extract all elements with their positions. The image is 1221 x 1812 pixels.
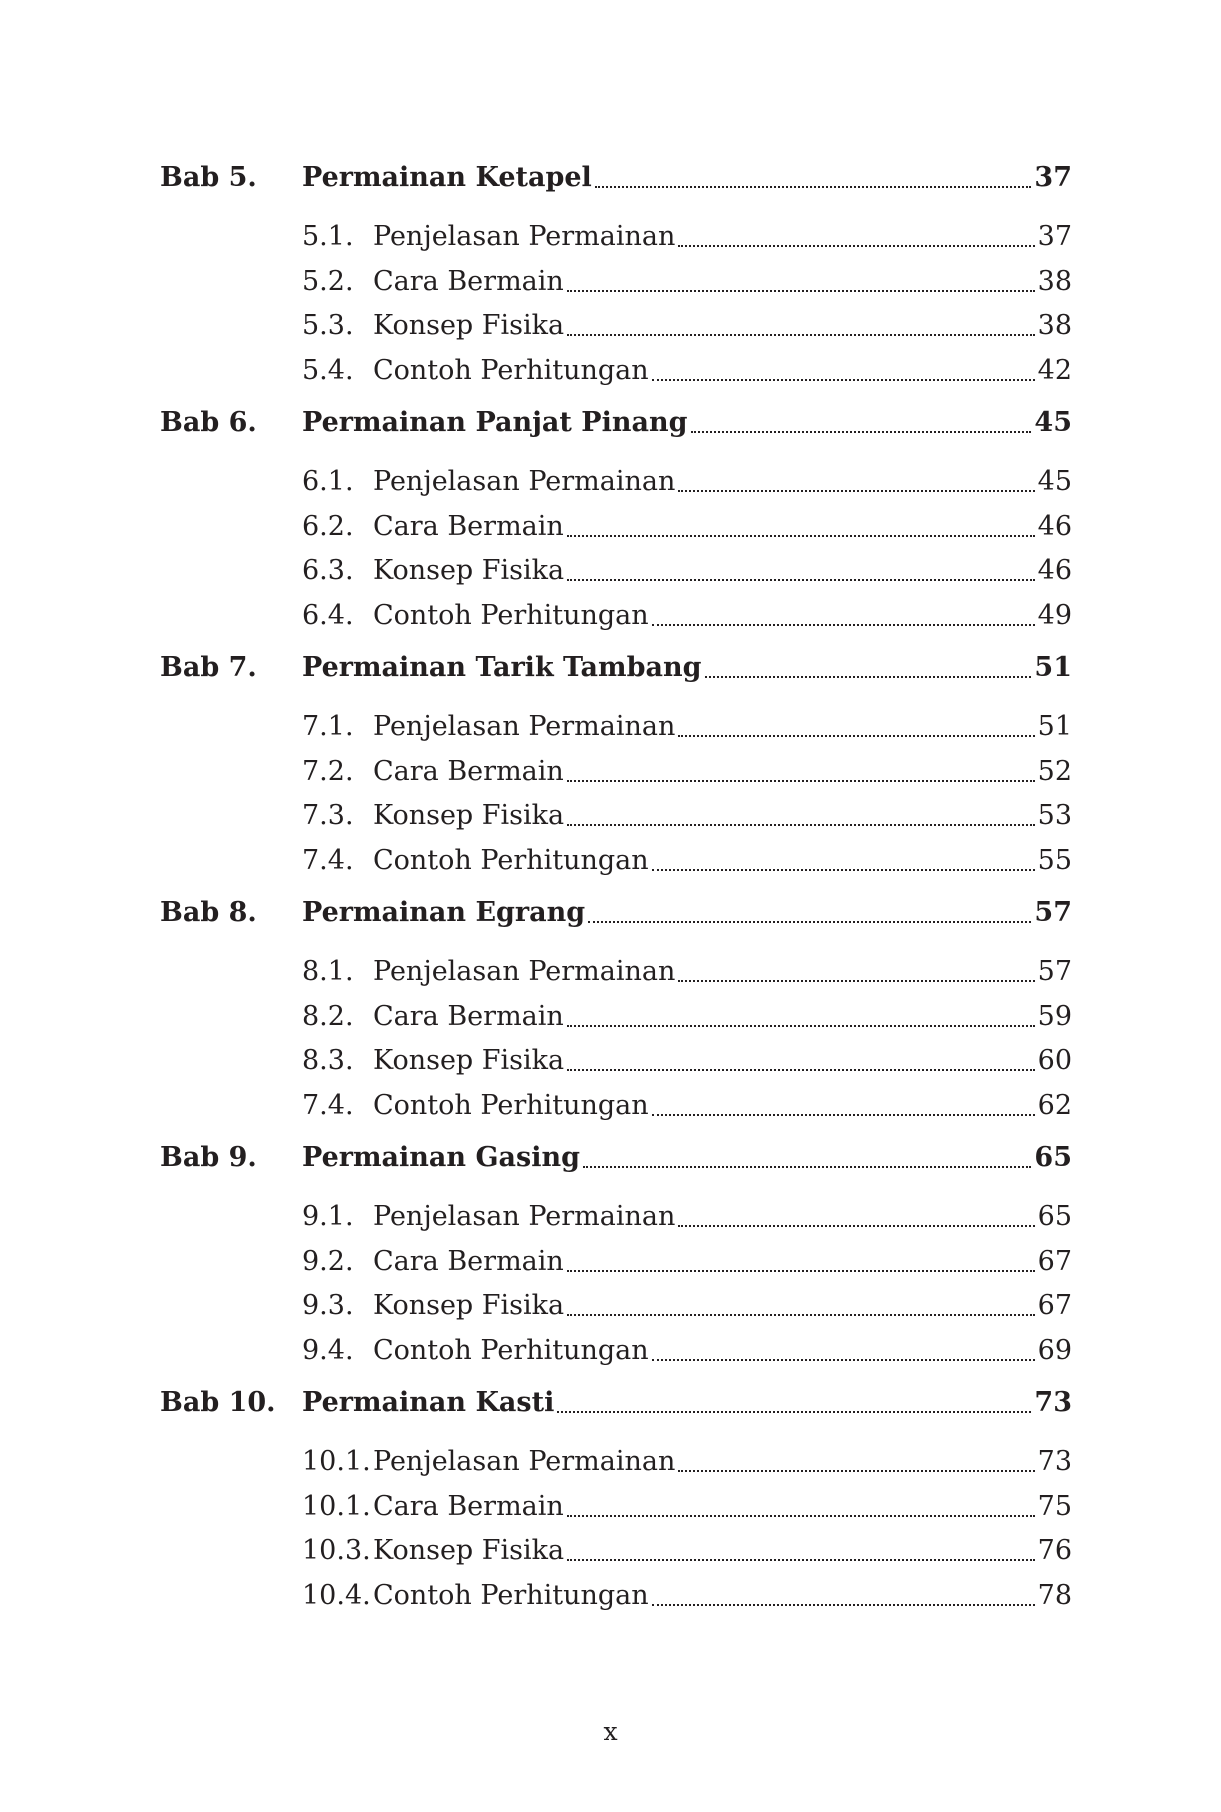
section-page-number: 49	[1037, 599, 1072, 631]
section-entry	[302, 217, 1072, 257]
section-page-number: 60	[1037, 1045, 1072, 1076]
section-page-number: 55	[1037, 844, 1072, 876]
section-entry	[302, 1242, 1072, 1282]
section-entry	[302, 551, 1072, 591]
chapter-entry	[302, 1383, 1072, 1423]
dot-leader	[652, 379, 1035, 381]
section-row[interactable]	[0, 1041, 1221, 1081]
chapter-heading-row[interactable]	[0, 1138, 1221, 1178]
section-title: Konsep Fisika	[373, 800, 565, 831]
chapter-title: Permainan Egrang	[302, 897, 586, 928]
section-number: 9.1.	[302, 1201, 354, 1232]
section-row[interactable]	[0, 1242, 1221, 1282]
chapter-entry	[302, 648, 1072, 688]
chapter-label: Bab 10.	[160, 1387, 276, 1418]
section-page-number: 37	[1037, 221, 1072, 252]
section-entry	[302, 462, 1072, 502]
section-number: 10.1.	[302, 1490, 371, 1522]
section-row[interactable]	[0, 351, 1221, 391]
section-entry	[302, 1286, 1072, 1326]
chapter-heading-row[interactable]	[0, 648, 1221, 688]
section-entry	[302, 841, 1072, 881]
section-row[interactable]	[0, 841, 1221, 881]
section-row[interactable]	[0, 551, 1221, 591]
section-row[interactable]	[0, 1086, 1221, 1126]
section-title: Cara Bermain	[373, 1245, 564, 1277]
section-title: Contoh Perhitungan	[373, 844, 649, 876]
section-number: 7.4.	[302, 1089, 354, 1121]
section-number: 7.2.	[302, 755, 354, 787]
section-title: Penjelasan Permainan	[373, 956, 676, 987]
section-title: Konsep Fisika	[373, 1045, 565, 1076]
section-row[interactable]	[0, 1197, 1221, 1237]
section-entry	[302, 1576, 1072, 1616]
section-title: Konsep Fisika	[373, 1290, 565, 1321]
dot-leader	[652, 869, 1035, 871]
section-title: Cara Bermain	[373, 755, 564, 787]
section-entry	[302, 952, 1072, 992]
dot-leader	[567, 780, 1035, 782]
chapter-title: Permainan Panjat Pinang	[302, 407, 688, 438]
chapter-entry	[302, 893, 1072, 933]
section-title: Cara Bermain	[373, 265, 564, 297]
section-number: 6.1.	[302, 466, 354, 497]
section-title: Contoh Perhitungan	[373, 1334, 649, 1366]
section-title: Contoh Perhitungan	[373, 1579, 649, 1611]
chapter-entry	[302, 158, 1072, 198]
dot-leader	[567, 290, 1035, 292]
section-entry	[302, 1197, 1072, 1237]
section-entry	[302, 796, 1072, 836]
dot-leader	[567, 1559, 1035, 1561]
section-row[interactable]	[0, 997, 1221, 1037]
chapter-page-number: 37	[1034, 162, 1072, 193]
dot-leader	[583, 1166, 1031, 1168]
dot-leader	[678, 980, 1034, 982]
chapter-title: Permainan Tarik Tambang	[302, 652, 702, 683]
section-page-number: 38	[1037, 310, 1072, 341]
dot-leader	[567, 1314, 1035, 1316]
section-title: Contoh Perhitungan	[373, 354, 649, 386]
section-number: 9.4.	[302, 1334, 354, 1366]
section-page-number: 46	[1037, 510, 1072, 542]
section-title: Penjelasan Permainan	[373, 711, 676, 742]
section-entry	[302, 596, 1072, 636]
section-title: Penjelasan Permainan	[373, 466, 676, 497]
dot-leader	[557, 1411, 1031, 1413]
section-title: Penjelasan Permainan	[373, 1201, 676, 1232]
section-number: 5.2.	[302, 265, 354, 297]
section-number: 8.2.	[302, 1000, 354, 1032]
section-page-number: 73	[1037, 1446, 1072, 1477]
section-page-number: 75	[1037, 1490, 1072, 1522]
section-row[interactable]	[0, 1487, 1221, 1527]
chapter-label: Bab 9.	[160, 1142, 257, 1173]
section-row[interactable]	[0, 507, 1221, 547]
section-title: Penjelasan Permainan	[373, 221, 676, 252]
section-page-number: 45	[1037, 466, 1072, 497]
section-number: 10.4.	[302, 1579, 371, 1611]
dot-leader	[652, 1604, 1035, 1606]
section-page-number: 38	[1037, 265, 1072, 297]
section-row[interactable]	[0, 462, 1221, 502]
section-number: 7.4.	[302, 844, 354, 876]
section-page-number: 67	[1037, 1290, 1072, 1321]
section-page-number: 51	[1037, 711, 1072, 742]
section-row[interactable]	[0, 1531, 1221, 1571]
section-title: Konsep Fisika	[373, 555, 565, 586]
section-row[interactable]	[0, 217, 1221, 257]
section-entry	[302, 707, 1072, 747]
section-row[interactable]	[0, 1286, 1221, 1326]
section-title: Cara Bermain	[373, 510, 564, 542]
section-entry	[302, 1086, 1072, 1126]
chapter-title: Permainan Gasing	[302, 1142, 580, 1173]
chapter-heading-row[interactable]	[0, 1383, 1221, 1423]
dot-leader	[691, 431, 1032, 433]
chapter-heading-row[interactable]	[0, 403, 1221, 443]
section-number: 7.3.	[302, 800, 354, 831]
section-page-number: 65	[1037, 1201, 1072, 1232]
section-row[interactable]	[0, 752, 1221, 792]
dot-leader	[705, 676, 1032, 678]
chapter-label: Bab 6.	[160, 407, 257, 438]
section-title: Contoh Perhitungan	[373, 599, 649, 631]
section-entry	[302, 997, 1072, 1037]
section-number: 5.3.	[302, 310, 354, 341]
section-entry	[302, 507, 1072, 547]
dot-leader	[652, 1359, 1035, 1361]
section-page-number: 57	[1037, 956, 1072, 987]
section-page-number: 53	[1037, 800, 1072, 831]
section-entry	[302, 1331, 1072, 1371]
section-number: 6.4.	[302, 599, 354, 631]
dot-leader	[678, 490, 1034, 492]
dot-leader	[567, 535, 1035, 537]
chapter-heading-row[interactable]	[0, 158, 1221, 198]
section-number: 10.3.	[302, 1535, 371, 1566]
dot-leader	[567, 1515, 1035, 1517]
chapter-entry	[302, 1138, 1072, 1178]
section-number: 7.1.	[302, 711, 354, 742]
section-row[interactable]	[0, 1576, 1221, 1616]
chapter-page-number: 51	[1034, 652, 1072, 683]
section-number: 9.3.	[302, 1290, 354, 1321]
section-page-number: 52	[1037, 755, 1072, 787]
section-entry	[302, 1531, 1072, 1571]
section-row[interactable]	[0, 952, 1221, 992]
dot-leader	[678, 245, 1034, 247]
section-title: Contoh Perhitungan	[373, 1089, 649, 1121]
section-entry	[302, 1487, 1072, 1527]
section-number: 9.2.	[302, 1245, 354, 1277]
dot-leader	[678, 735, 1034, 737]
chapter-label: Bab 5.	[160, 162, 257, 193]
section-page-number: 46	[1037, 555, 1072, 586]
dot-leader	[678, 1225, 1034, 1227]
page-number: x	[603, 1717, 618, 1746]
section-page-number: 62	[1037, 1089, 1072, 1121]
chapter-page-number: 57	[1034, 897, 1072, 928]
dot-leader	[567, 1270, 1035, 1272]
section-number: 6.3.	[302, 555, 354, 586]
dot-leader	[595, 186, 1032, 188]
section-number: 10.1.	[302, 1446, 371, 1477]
section-page-number: 69	[1037, 1334, 1072, 1366]
chapter-page-number: 65	[1034, 1142, 1072, 1173]
section-row[interactable]	[0, 1331, 1221, 1371]
section-row[interactable]	[0, 596, 1221, 636]
dot-leader	[678, 1470, 1034, 1472]
dot-leader	[567, 334, 1035, 336]
section-number: 5.4.	[302, 354, 354, 386]
dot-leader	[652, 1114, 1035, 1116]
section-entry	[302, 351, 1072, 391]
section-page-number: 78	[1037, 1579, 1072, 1611]
section-title: Konsep Fisika	[373, 1535, 565, 1566]
section-title: Cara Bermain	[373, 1490, 564, 1522]
section-title: Penjelasan Permainan	[373, 1446, 676, 1477]
section-number: 8.1.	[302, 956, 354, 987]
chapter-entry	[302, 403, 1072, 443]
dot-leader	[567, 579, 1035, 581]
section-entry	[302, 262, 1072, 302]
section-number: 8.3.	[302, 1045, 354, 1076]
section-title: Cara Bermain	[373, 1000, 564, 1032]
section-entry	[302, 306, 1072, 346]
section-page-number: 76	[1037, 1535, 1072, 1566]
section-number: 6.2.	[302, 510, 354, 542]
chapter-heading-row[interactable]	[0, 893, 1221, 933]
section-entry	[302, 752, 1072, 792]
section-row[interactable]	[0, 1442, 1221, 1482]
section-page-number: 59	[1037, 1000, 1072, 1032]
chapter-page-number: 45	[1034, 407, 1072, 438]
section-row[interactable]	[0, 262, 1221, 302]
chapter-page-number: 73	[1034, 1387, 1072, 1418]
section-page-number: 67	[1037, 1245, 1072, 1277]
dot-leader	[567, 1025, 1035, 1027]
chapter-title: Permainan Ketapel	[302, 162, 592, 193]
section-page-number: 42	[1037, 354, 1072, 386]
dot-leader	[567, 1069, 1035, 1071]
dot-leader	[652, 624, 1035, 626]
section-row[interactable]	[0, 306, 1221, 346]
section-row[interactable]	[0, 707, 1221, 747]
section-entry	[302, 1442, 1072, 1482]
chapter-label: Bab 8.	[160, 897, 257, 928]
section-row[interactable]	[0, 796, 1221, 836]
dot-leader	[588, 921, 1031, 923]
chapter-title: Permainan Kasti	[302, 1387, 555, 1418]
section-number: 5.1.	[302, 221, 354, 252]
chapter-label: Bab 7.	[160, 652, 257, 683]
dot-leader	[567, 824, 1035, 826]
section-title: Konsep Fisika	[373, 310, 565, 341]
section-entry	[302, 1041, 1072, 1081]
